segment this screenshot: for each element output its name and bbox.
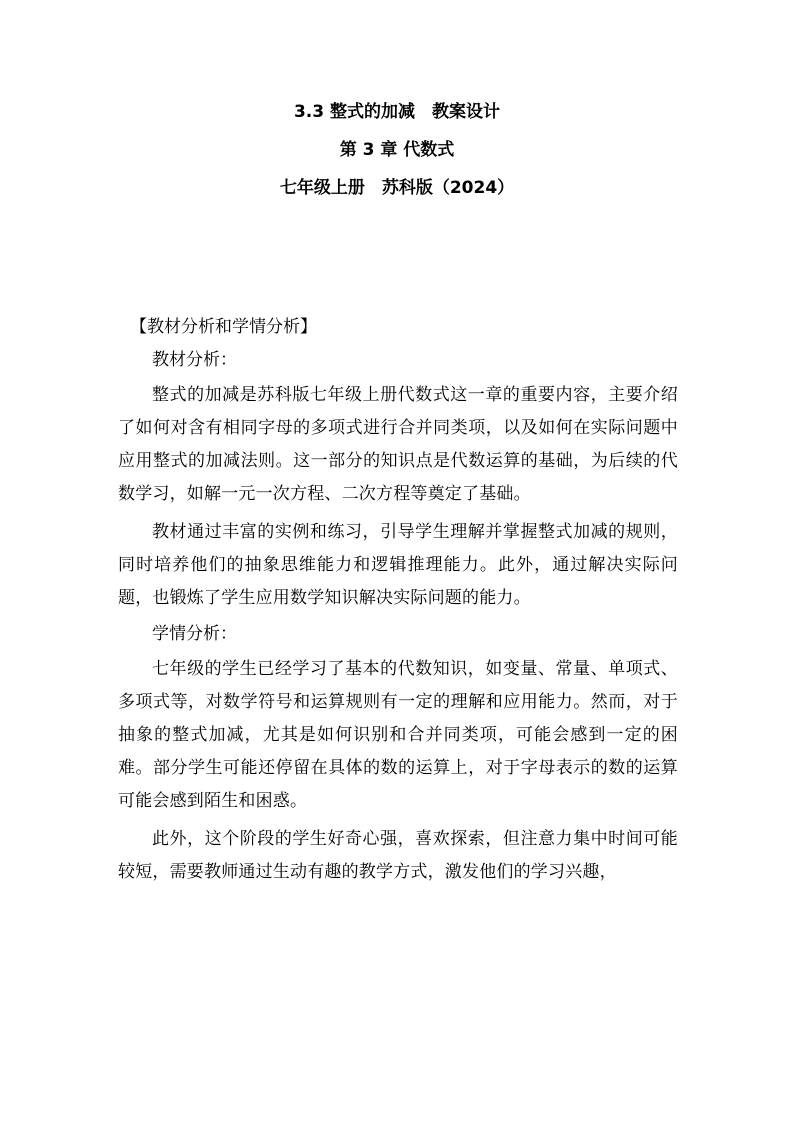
grade-edition-title: 七年级上册 苏科版（2024） bbox=[279, 178, 515, 198]
chapter-title: 第 3 章 代数式 bbox=[339, 140, 455, 160]
title-block bbox=[0, 102, 794, 216]
student-analysis-paragraph-2: 此外，这个阶段的学生好奇心强，喜欢探索，但注意力集中时间可能较短，需要教师通过生动有趣的教学方式，激发他们的学习兴趣， bbox=[118, 829, 678, 882]
textbook-analysis-paragraph-2: 教材通过丰富的实例和练习，引导学生理解并掌握整式加减的规则，同时培养他们的抽象思维能力和逻辑推理能力。此外，通过解决实际问题，也锻炼了学生应用数学知识解决实际问题的能力。 bbox=[118, 522, 678, 608]
student-analysis-paragraph-1: 七年级的学生已经学习了基本的代数知识，如变量、常量、单项式、多项式等，对数学符号和运算规则有一定的理解和应用能力。然而，对于抽象的整式加减，尤其是如何识别和合并同类项，可能会感到一定的困难。部分学生可能还停留在具体的数的运算上，对于字母表示的数的运算可能会感到陌生和困惑。 bbox=[118, 659, 678, 811]
section-heading: 【教材分析和学情分析】 bbox=[130, 317, 317, 337]
textbook-analysis-paragraph-1: 整式的加减是苏科版七年级上册代数式这一章的重要内容，主要介绍了如何对含有相同字母的多项式进行合并同类项，以及如何在实际问题中应用整式的加减法则。这一部分的知识点是代数运算的基础，为后续的代数学习，如解一元一次方程、二次方程等奠定了基础。 bbox=[118, 385, 678, 504]
document-body bbox=[118, 313, 678, 894]
document-title: 3.3 整式的加减 教案设计 bbox=[293, 102, 501, 122]
textbook-analysis-label: 教材分析： bbox=[152, 350, 237, 370]
student-analysis-label: 学情分析： bbox=[152, 624, 237, 644]
